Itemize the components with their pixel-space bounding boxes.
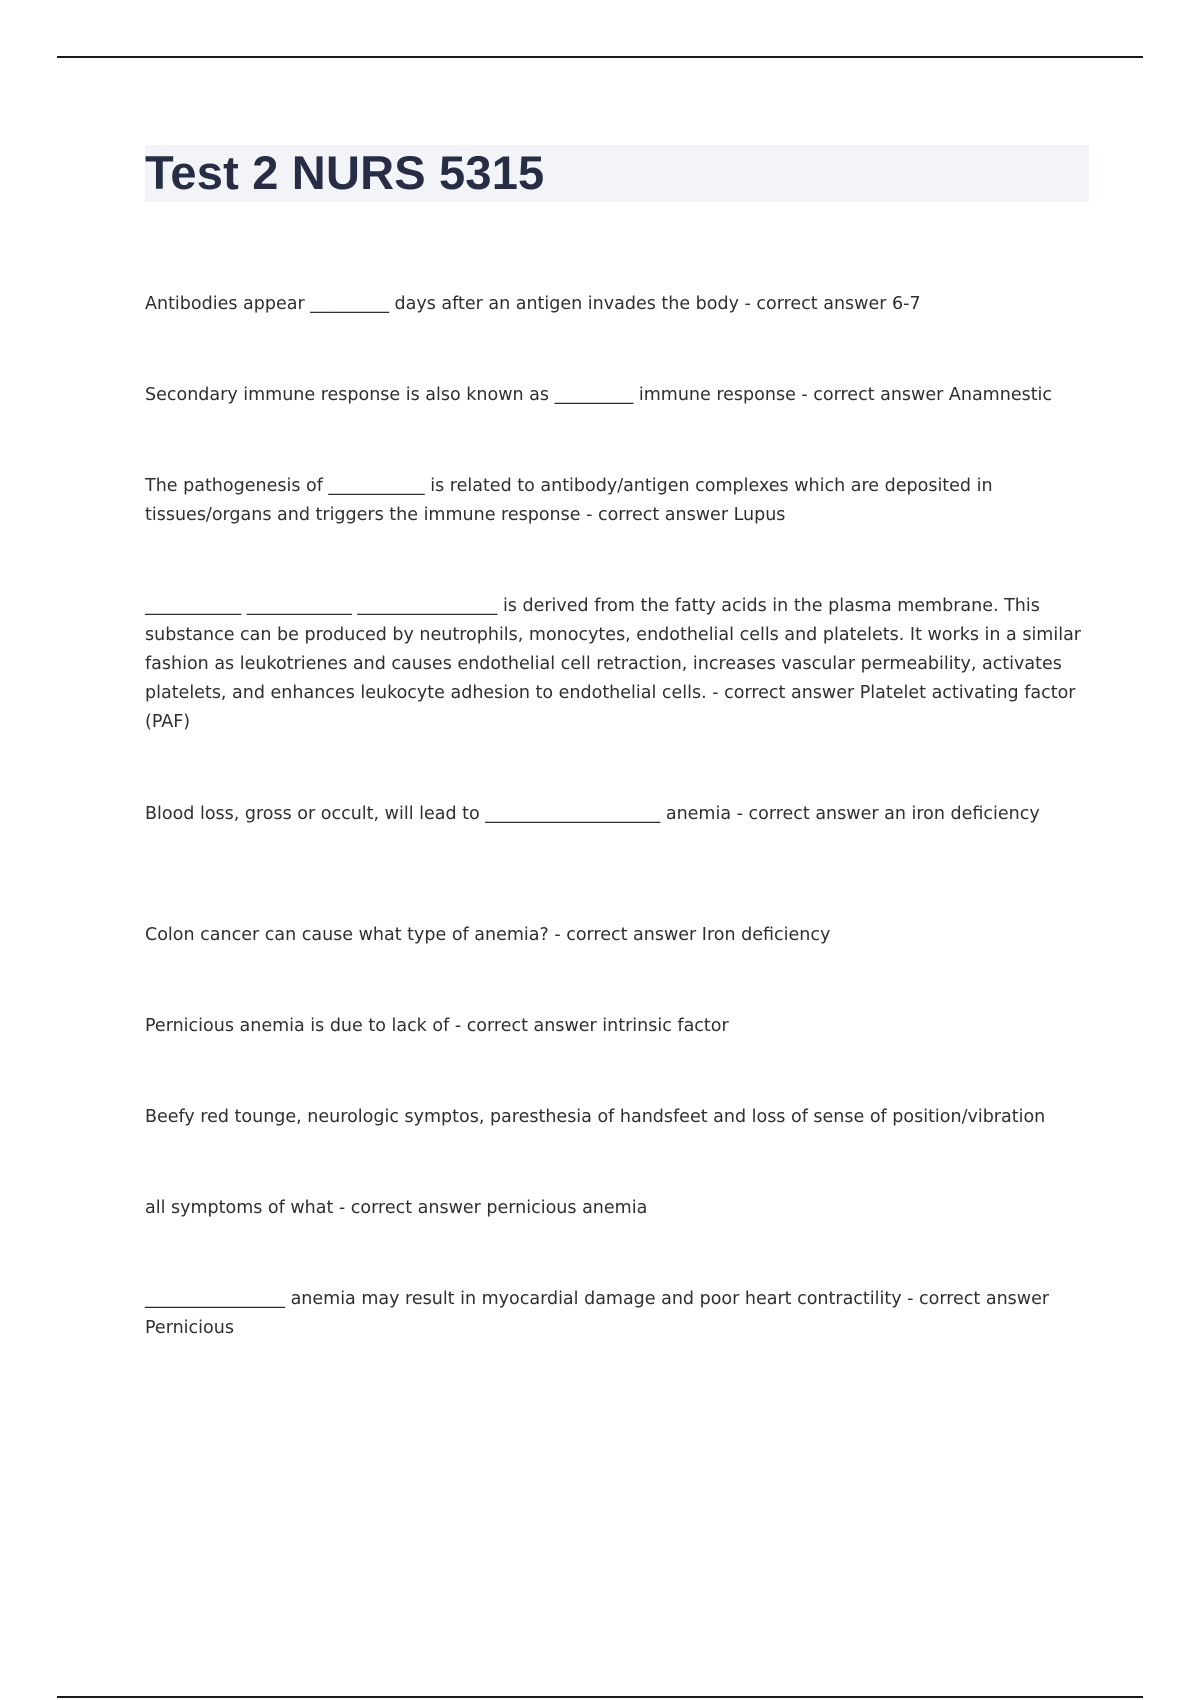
question-item-9: all symptoms of what - correct answer pernicious anemia bbox=[145, 1198, 648, 1218]
question-item-4: ___________ ____________ ________________ is derived from the fatty acids in the plasma membrane. This substance can be produced by neutrophils, monocytes, endothelial cells and platelets. It works in a similar fashion as leukotrienes and causes endothelial cell retraction, increases vascular permeability, activates platelets, and enhances leukocyte adhesion to endothelial cells. - correct answer Platelet activating factor (PAF) bbox=[145, 596, 1081, 732]
document-title: Test 2 NURS 5315 bbox=[145, 146, 545, 199]
question-item-5: Blood loss, gross or occult, will lead to ____________________ anemia - correct answer an iron deficiency bbox=[145, 804, 1040, 824]
bottom-divider bbox=[57, 1696, 1143, 1698]
question-item-8: Beefy red tounge, neurologic symptos, paresthesia of handsfeet and loss of sense of position/vibration bbox=[145, 1107, 1046, 1127]
top-divider bbox=[57, 56, 1143, 58]
question-item-7: Pernicious anemia is due to lack of - correct answer intrinsic factor bbox=[145, 1016, 729, 1036]
question-item-10: ________________ anemia may result in myocardial damage and poor heart contractility - correct answer Pernicious bbox=[145, 1289, 1050, 1338]
question-item-3: The pathogenesis of ___________ is related to antibody/antigen complexes which are deposited in tissues/organs and triggers the immune response - correct answer Lupus bbox=[145, 476, 993, 525]
question-item-1: Antibodies appear _________ days after an antigen invades the body - correct answer 6-7 bbox=[145, 294, 921, 314]
question-item-2: Secondary immune response is also known as _________ immune response - correct answer Anamnestic bbox=[145, 385, 1053, 405]
question-item-6: Colon cancer can cause what type of anemia? - correct answer Iron deficiency bbox=[145, 925, 831, 945]
